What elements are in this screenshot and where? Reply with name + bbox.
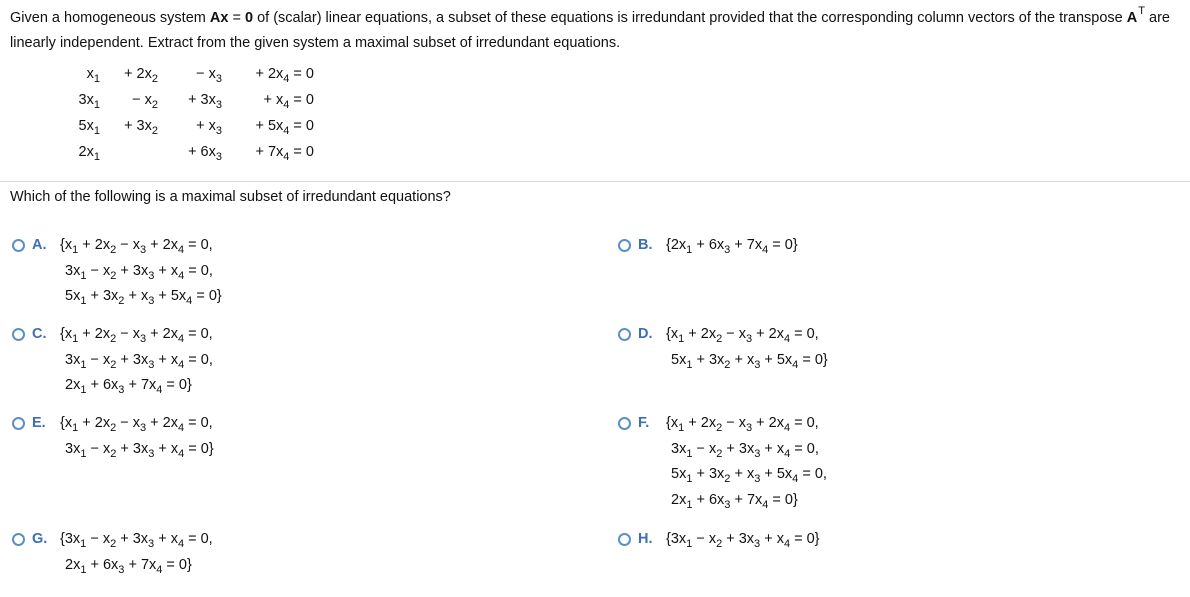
- intro-zero-vector: 0: [244, 10, 254, 26]
- radio-button[interactable]: [618, 239, 631, 252]
- intro-transpose-sup: T: [1138, 5, 1145, 17]
- option-equations: [60, 411, 214, 462]
- divider: [0, 181, 1190, 182]
- system-term: + $x_4 = 0$: [263, 92, 314, 111]
- option-equation-line: {$x_1 + 2x_2 - x_3 + 2x_4 = 0$,: [60, 326, 213, 345]
- option-letter: G.: [32, 531, 48, 547]
- system-term: $3x_1$: [78, 92, 100, 111]
- radio-button[interactable]: [12, 239, 25, 252]
- option-equations: [666, 233, 798, 259]
- option-letter: D.: [638, 326, 653, 342]
- option-a[interactable]: [12, 237, 222, 310]
- radio-button[interactable]: [12, 328, 25, 341]
- system-term: + $7x_4 = 0$: [255, 144, 314, 163]
- option-equation-line: $3x_1 - x_2 + 3x_3 + x_4 = 0$,: [65, 262, 213, 282]
- radio-button[interactable]: [618, 417, 631, 430]
- option-equations: [666, 322, 828, 373]
- option-letter: E.: [32, 415, 46, 431]
- option-equations: [60, 527, 213, 578]
- option-equation-line: $5x_1 + 3x_2 + x_3 + 5x_4 = 0$}: [65, 288, 222, 307]
- option-equation-line: $2x_1 + 6x_3 + 7x_4 = 0$}: [65, 556, 192, 576]
- option-letter: H.: [638, 531, 653, 547]
- question-text: Which of the following is a maximal subset of irredundant equations?: [10, 189, 451, 205]
- option-equations: [666, 411, 827, 513]
- system-term: − $x_3$: [196, 66, 222, 85]
- option-equation-line: {$x_1 + 2x_2 - x_3 + 2x_4 = 0$,: [60, 415, 213, 434]
- option-g[interactable]: [12, 531, 213, 578]
- option-equation-line: {$x_1 + 2x_2 - x_3 + 2x_4 = 0$,: [666, 326, 819, 345]
- option-equation-line: $\{2x_1 + 6x_3 + 7x_4 = 0\}$: [666, 237, 798, 256]
- option-letter: F.: [638, 415, 650, 431]
- system-term: − $x_2$: [132, 92, 158, 111]
- system-term: $x_1$: [86, 66, 100, 85]
- option-f[interactable]: [618, 415, 827, 513]
- system-term: + $5x_4 = 0$: [255, 118, 314, 137]
- option-equation-line: $5x_1 + 3x_2 + x_3 + 5x_4 = 0$,: [671, 466, 827, 485]
- intro-text-2: =: [228, 10, 245, 26]
- option-e[interactable]: [12, 415, 214, 462]
- option-equation-line: $2x_1 + 6x_3 + 7x_4 = 0$}: [671, 491, 798, 511]
- system-term: + $6x_3$: [188, 144, 222, 163]
- radio-button[interactable]: [12, 533, 25, 546]
- radio-button[interactable]: [12, 417, 25, 430]
- problem-statement: [10, 6, 1182, 55]
- option-equations: [60, 233, 222, 310]
- option-letter: A.: [32, 237, 47, 253]
- option-equation-line: $3x_1 - x_2 + 3x_3 + x_4 = 0$}: [65, 440, 214, 460]
- option-h[interactable]: [618, 531, 820, 553]
- option-equation-line: $3x_1 - x_2 + 3x_3 + x_4 = 0$,: [65, 351, 213, 371]
- system-term: + $2x_4 = 0$: [255, 66, 314, 85]
- system-term: + $3x_3$: [188, 92, 222, 111]
- radio-button[interactable]: [618, 533, 631, 546]
- option-c[interactable]: [12, 326, 213, 399]
- option-equation-line: $3x_1 - x_2 + 3x_3 + x_4 = 0$,: [671, 440, 819, 460]
- option-equation-line: {$3x_1 - x_2 + 3x_3 + x_4 = 0$,: [60, 531, 213, 550]
- option-b[interactable]: [618, 237, 798, 259]
- intro-text-1: Given a homogeneous system: [10, 10, 210, 26]
- intro-text-3: of (scalar) linear equations, a subset of these equations is irredundant provided that the corresponding column vectors of the transpose: [253, 10, 1127, 26]
- radio-button[interactable]: [618, 328, 631, 341]
- option-equation-line: $\{3x_1 - x_2 + 3x_3 + x_4 = 0\}$: [666, 531, 820, 550]
- intro-matrix-ax: Ax: [209, 10, 229, 26]
- option-equation-line: $2x_1 + 6x_3 + 7x_4 = 0$}: [65, 377, 192, 396]
- intro-text-4: are linearly independent. Extract from the given system a maximal subset of irredundant equations.: [10, 10, 1170, 51]
- option-equations: [666, 527, 820, 553]
- option-equation-line: {$x_1 + 2x_2 - x_3 + 2x_4 = 0$,: [60, 237, 213, 256]
- system-term: + $x_3$: [196, 118, 222, 137]
- system-term: + $3x_2$: [124, 118, 158, 137]
- system-term: $2x_1$: [78, 144, 100, 163]
- option-letter: C.: [32, 326, 47, 342]
- intro-matrix-a: A: [1126, 10, 1138, 26]
- option-equation-line: $5x_1 + 3x_2 + x_3 + 5x_4 = 0$}: [671, 351, 828, 371]
- system-term: $5x_1$: [78, 118, 100, 137]
- option-letter: B.: [638, 237, 653, 253]
- system-term: + $2x_2$: [124, 66, 158, 85]
- option-equation-line: {$x_1 + 2x_2 - x_3 + 2x_4 = 0$,: [666, 415, 819, 434]
- option-d[interactable]: [618, 326, 828, 373]
- option-equations: [60, 322, 213, 399]
